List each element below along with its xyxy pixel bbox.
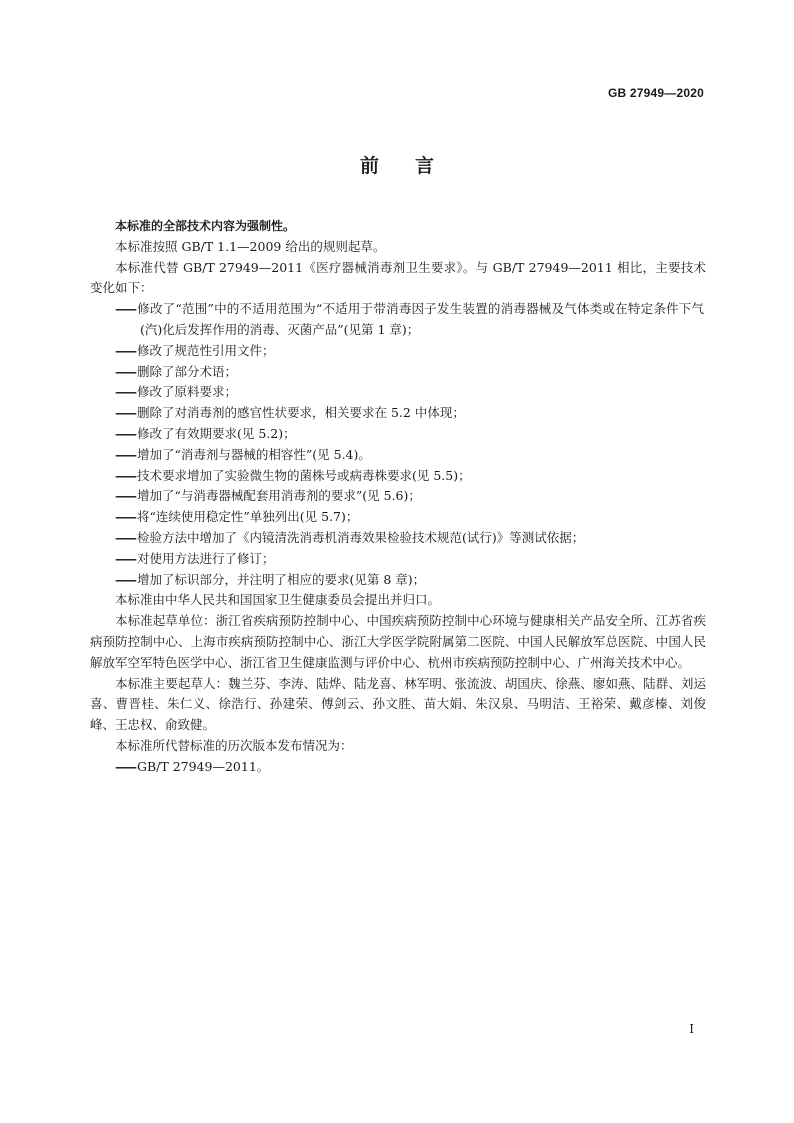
list-item: —— 技术要求增加了实验微生物的菌株号或病毒株要求(见 5.5)； — [90, 466, 706, 487]
drafting-units-paragraph: 本标准起草单位：浙江省疾病预防控制中心、中国疾病预防控制中心环境与健康相关产品安全所、江苏省疾病预防控制中心、上海市疾病预防控制中心、浙江大学医学院附属第二医院、中国人民解放军总医院、中国人民解放军空军特色医学中心、浙江省卫生健康监测与评价中心、杭州市疾病预防控制中心、广州海关技术中心。 — [90, 613, 706, 670]
list-item: —— 增加了标识部分，并注明了相应的要求(见第 8 章)； — [90, 570, 706, 591]
list-item: —— 增加了“与消毒器械配套用消毒剂的要求”(见 5.6)； — [90, 486, 706, 507]
list-item: —— 修改了原料要求； — [90, 382, 706, 403]
page-number: I — [689, 1022, 694, 1036]
drafters-paragraph: 本标准主要起草人：魏兰芬、李涛、陆烨、陆龙喜、林军明、张流波、胡国庆、徐燕、廖如燕、陆群、刘运喜、曹晋桂、朱仁义、徐浩行、孙建荣、傅剑云、孙文胜、苗大娟、朱汉泉、马明洁、王裕荣、戴彦榛、刘俊峰、王忠权、俞致健。 — [90, 675, 706, 733]
proposer-paragraph: 本标准由中华人民共和国国家卫生健康委员会提出并归口。 — [115, 592, 441, 608]
list-item: —— 检验方法中增加了《内镜清洗消毒机消毒效果检验技术规范(试行)》等测试依据； — [90, 528, 706, 549]
list-item: —— 修改了规范性引用文件； — [90, 341, 706, 362]
list-item: —— 删除了对消毒剂的感官性状要求，相关要求在 5.2 中体现； — [90, 403, 706, 424]
drafting-rule-paragraph: 本标准按照 GB/T 1.1—2009 给出的规则起草。 — [115, 238, 386, 254]
list-item: —— 修改了有效期要求(见 5.2)； — [90, 424, 706, 445]
history-item: —— GB/T 27949—2011。 — [90, 757, 706, 778]
list-item: —— 增加了“消毒剂与器械的相容性”(见 5.4)。 — [90, 445, 706, 466]
changes-list — [90, 299, 706, 590]
list-item: —— 对使用方法进行了修订； — [90, 549, 706, 570]
replacement-paragraph: 本标准代替 GB/T 27949—2011《医疗器械消毒剂卫生要求》。与 GB/T 27949—2011 相比，主要技术变化如下： — [90, 259, 706, 296]
foreword-body — [90, 216, 706, 778]
mandatory-statement: 本标准的全部技术内容为强制性。 — [115, 219, 296, 233]
list-item: —— 删除了部分术语； — [90, 362, 706, 383]
history-intro-paragraph: 本标准所代替标准的历次版本发布情况为： — [115, 737, 353, 753]
standard-code-header: GB 27949—2020 — [608, 86, 704, 100]
page-title: 前言 — [359, 155, 470, 177]
list-item: —— 修改了“范围”中的不适用范围为“不适用于带消毒因子发生装置的消毒器械及气体类或在特定条件下气(汽)化后发挥作用的消毒、灭菌产品”(见第 1 章)； — [90, 299, 706, 341]
list-item: —— 将“连续使用稳定性”单独列出(见 5.7)； — [90, 507, 706, 528]
